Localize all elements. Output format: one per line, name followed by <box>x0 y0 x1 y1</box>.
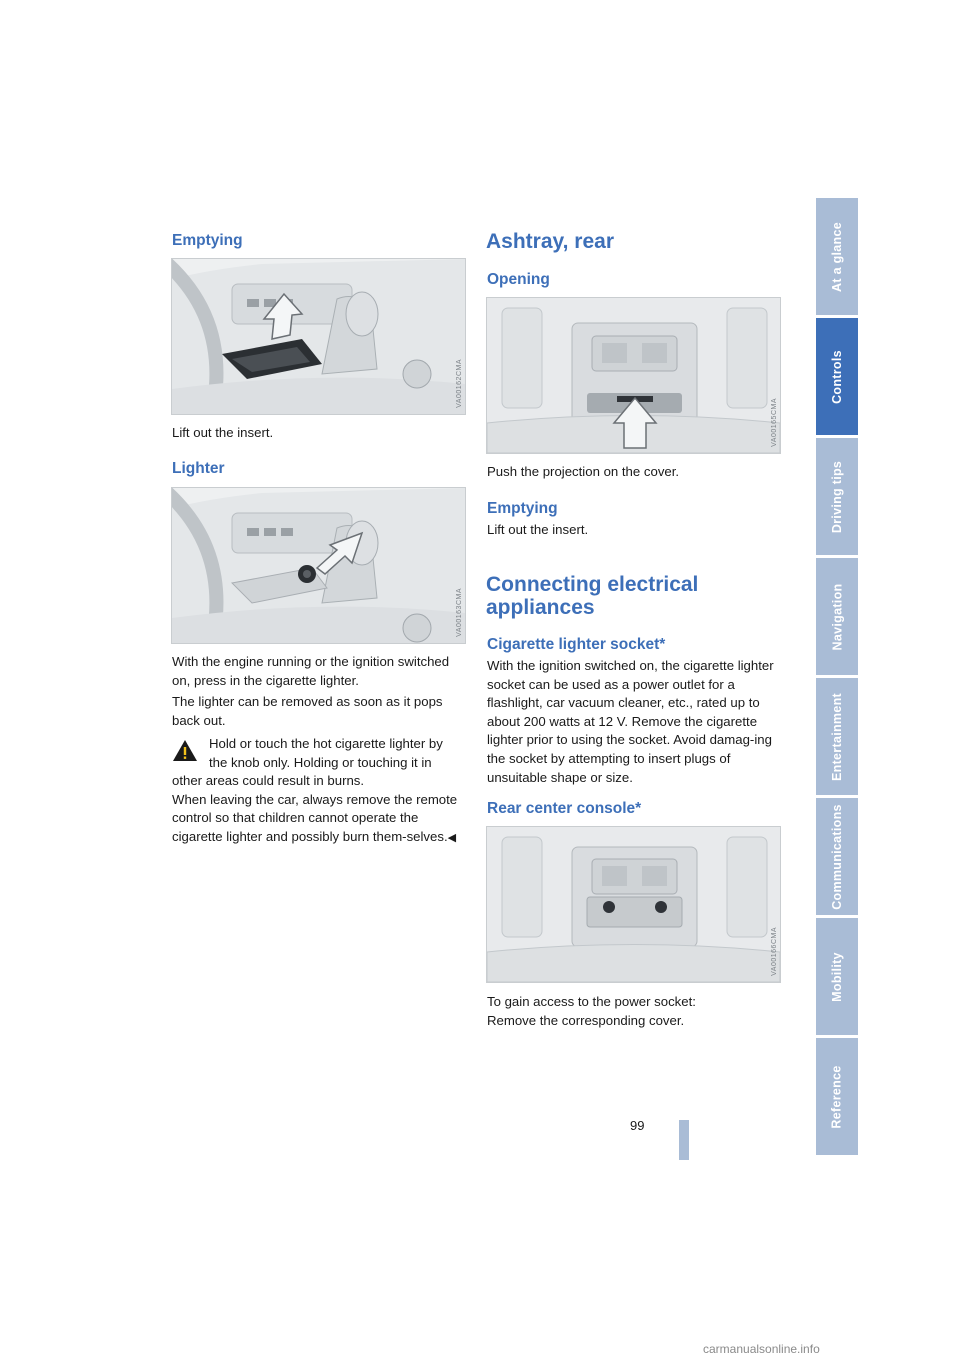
rear-emptying-text: Lift out the insert. <box>487 522 589 537</box>
console-text-1: To gain access to the power socket: <box>487 994 696 1009</box>
tab-label: Communications <box>830 803 845 910</box>
figure-code: VA00165CMA <box>771 398 778 447</box>
chapter-tabs <box>816 198 858 1158</box>
tab-label: Controls <box>830 349 845 404</box>
console-text-2: Remove the corresponding cover. <box>487 1013 685 1028</box>
emptying-heading: Emptying <box>172 232 243 249</box>
page-number: 99 <box>630 1118 645 1133</box>
lighter-text-1: With the engine running or the ignition switched on, press in the cigarette lighter. <box>172 654 450 688</box>
warning-line-1: Hold or touch the hot cigarette lighter by <box>209 736 443 751</box>
tab-communications[interactable] <box>816 798 858 915</box>
tab-mobility[interactable] <box>816 918 858 1035</box>
lighter-text-2: The lighter can be removed as soon as it pops back out. <box>172 694 443 728</box>
socket-heading: Cigarette lighter socket* <box>487 636 666 653</box>
tab-driving-tips[interactable] <box>816 438 858 555</box>
connecting-heading-line-1: Connecting electrical <box>486 573 699 596</box>
tab-label: Reference <box>830 1064 844 1129</box>
tab-reference[interactable] <box>816 1038 858 1155</box>
warning-icon <box>172 739 198 762</box>
lighter-illustration <box>171 487 466 644</box>
figure-code: VA00162CMA <box>456 359 463 408</box>
ashtray-rear-heading: Ashtray, rear <box>486 230 615 253</box>
tab-label: Entertainment <box>830 692 845 781</box>
figure-code: VA00166CMA <box>771 927 778 976</box>
tab-label: At a glance <box>830 221 844 292</box>
socket-text: With the ignition switched on, the cigarette lighter socket can be used as a power outlet for a flashlight, car vacuum cleaner, etc., rated up to about 200 watts at 12 V. Remove the cigarette lighter prior to using the socket. Avoid damag-ing the socket by attempting to insert plugs of unsuitable shape or size. <box>487 658 774 785</box>
tab-entertainment[interactable] <box>816 678 858 795</box>
figure-code: VA00163CMA <box>456 588 463 637</box>
tab-label: Mobility <box>830 951 844 1002</box>
end-mark: ◀ <box>447 831 457 844</box>
console-heading: Rear center console* <box>487 800 642 817</box>
console-illustration <box>486 826 781 983</box>
warning-body: other areas could result in burns. When leaving the car, always remove the remote control so that children cannot operate the cigarette lighter and possibly burn them-selves. <box>172 773 458 844</box>
warning-line-2: the knob only. Holding or touching it in <box>209 755 432 770</box>
emptying-illustration <box>171 258 466 415</box>
rear-emptying-heading: Emptying <box>487 500 558 517</box>
opening-illustration <box>486 297 781 454</box>
lighter-heading: Lighter <box>172 460 225 477</box>
page-marker-bar <box>679 1120 689 1160</box>
tab-at-a-glance[interactable] <box>816 198 858 315</box>
opening-text: Push the projection on the cover. <box>487 464 680 479</box>
tab-label: Driving tips <box>830 460 845 533</box>
tab-navigation[interactable] <box>816 558 858 675</box>
footer-watermark: carmanualsonline.info <box>703 1342 820 1356</box>
connecting-heading-line-2: appliances <box>486 596 595 619</box>
emptying-text: Lift out the insert. <box>172 425 274 440</box>
tab-label: Navigation <box>830 583 844 650</box>
warning-text <box>172 772 466 847</box>
opening-heading: Opening <box>487 271 550 288</box>
tab-controls[interactable] <box>816 318 858 435</box>
